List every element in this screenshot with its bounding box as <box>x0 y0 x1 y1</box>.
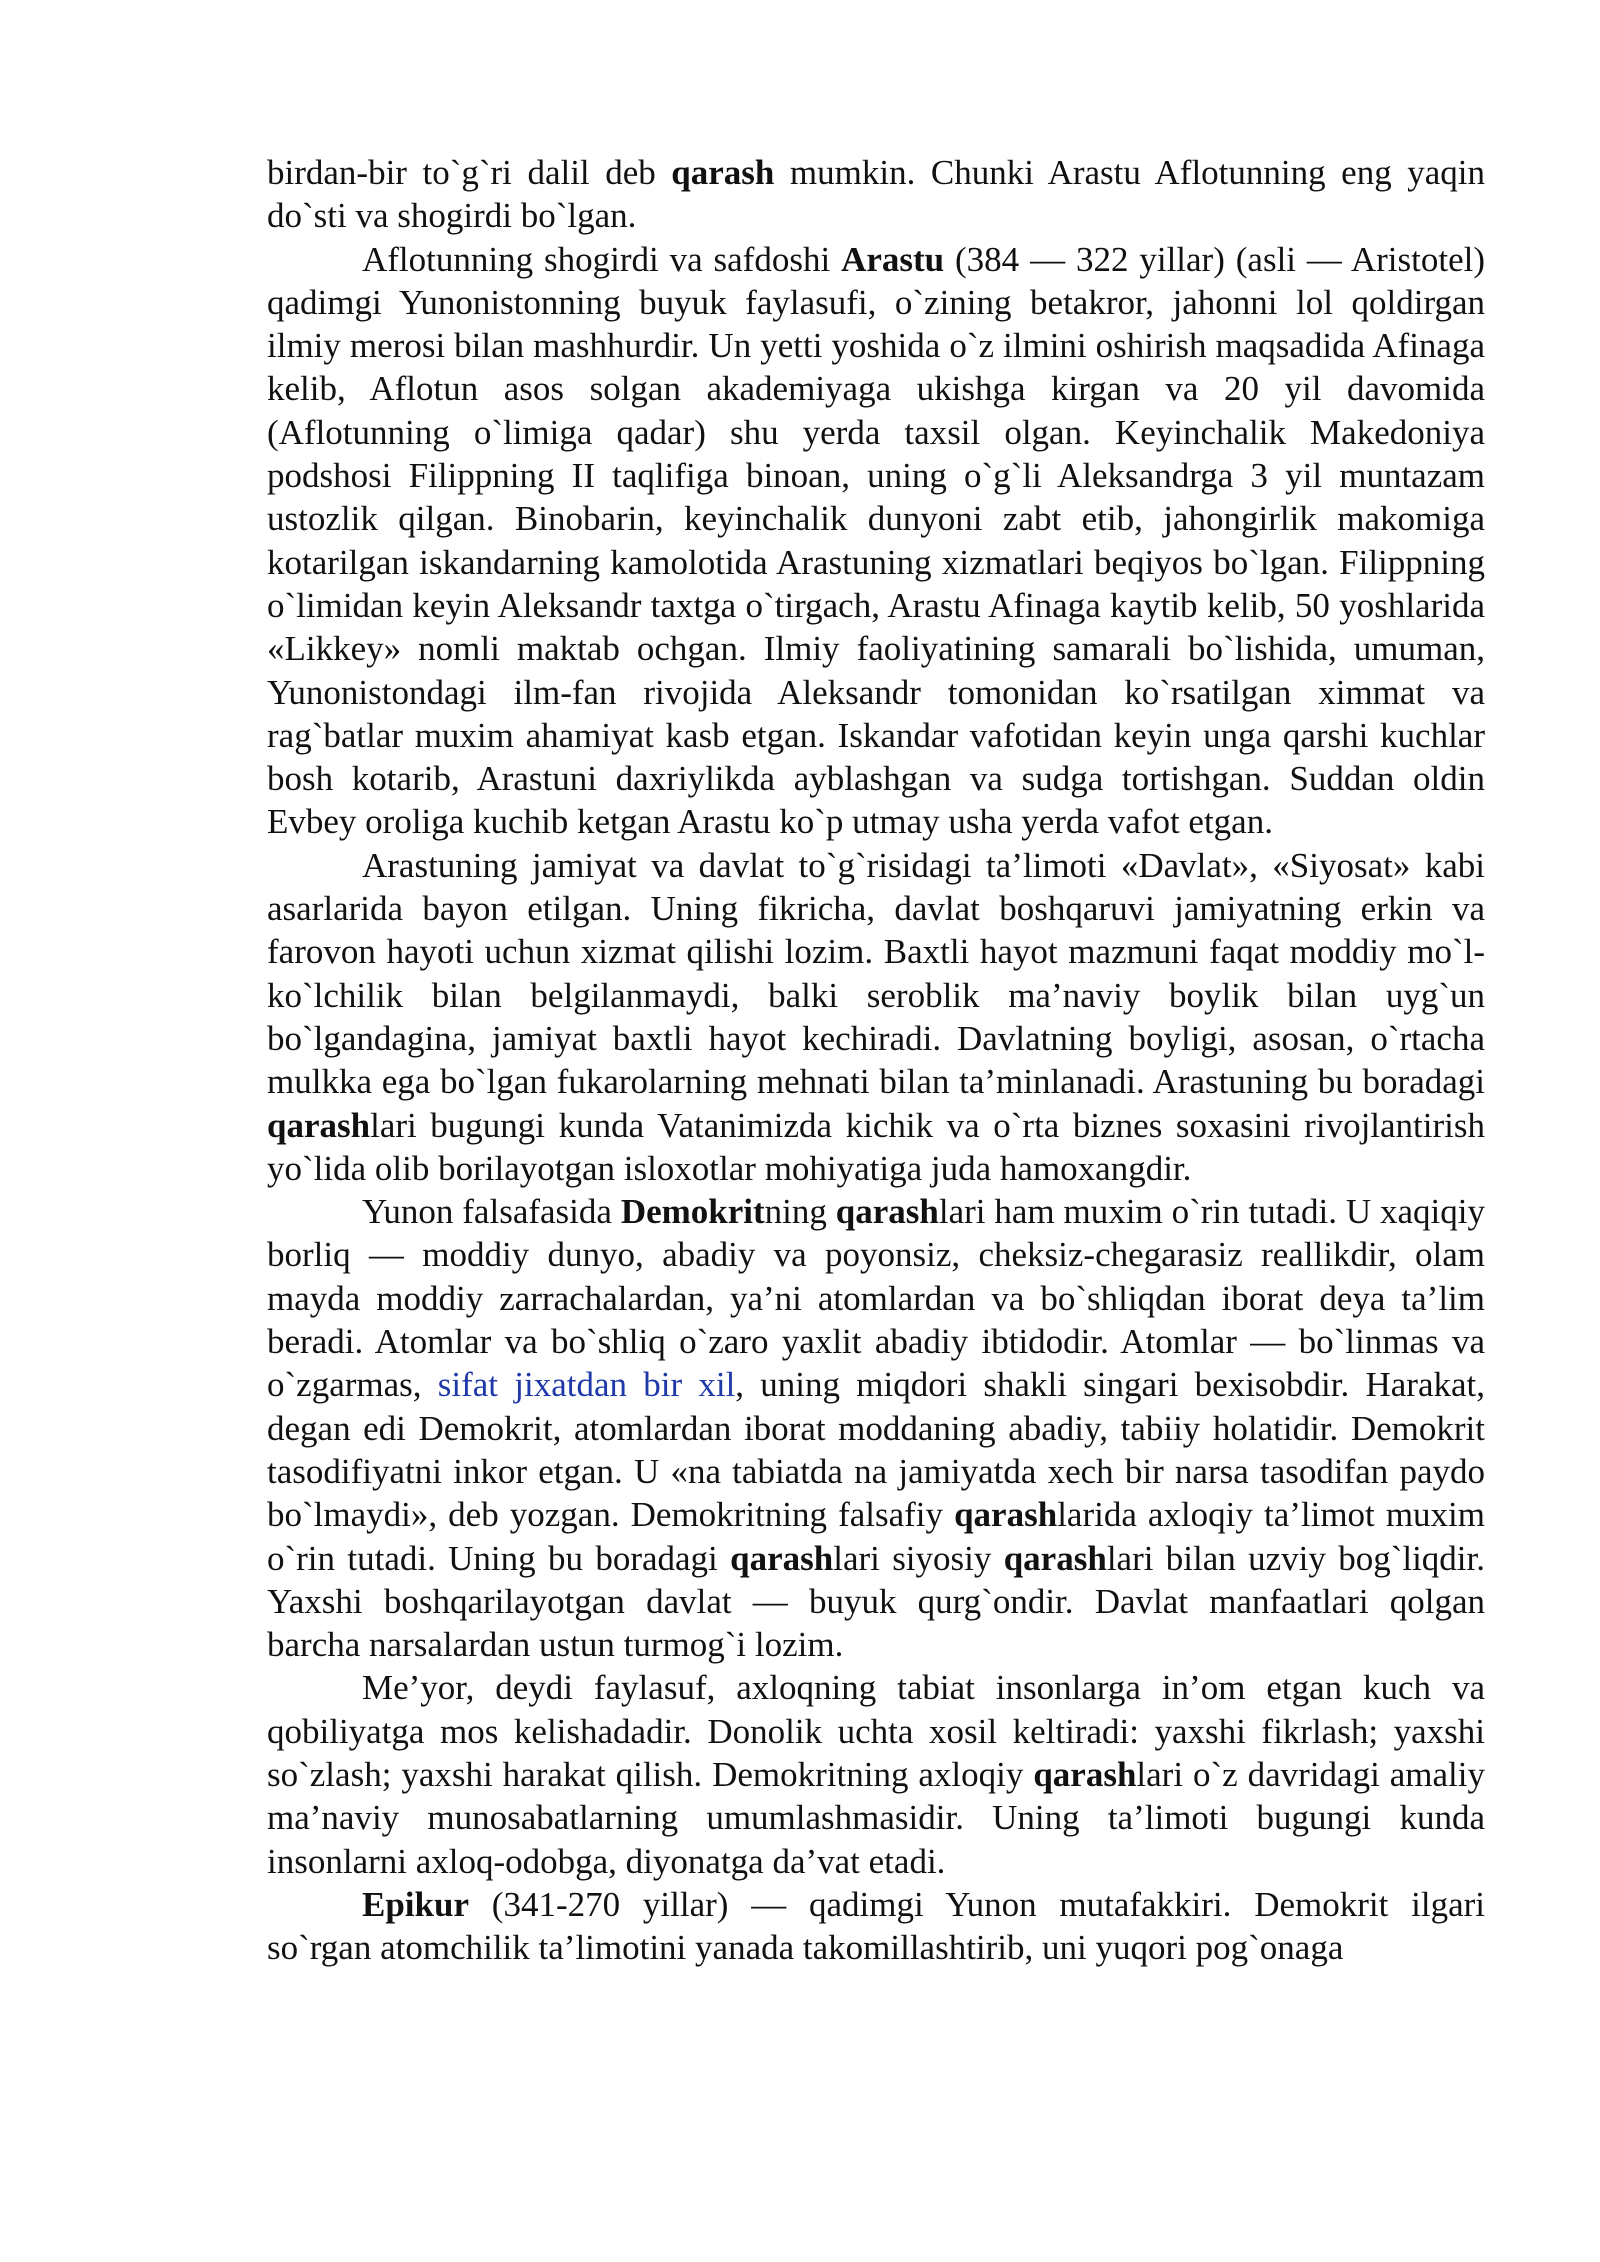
hyperlink-text[interactable]: sifat jixatdan bir xil <box>437 1365 736 1405</box>
paragraph <box>267 1883 1485 1970</box>
bold-term: qarash <box>1003 1538 1107 1578</box>
bold-term: qarash <box>267 1105 371 1145</box>
document-page <box>267 151 1485 1969</box>
text-run: lari o`z davridagi amaliy ma’naviy munosabatlarning umumlashmasidir. Uning ta’limoti bugungi kunda insonlarni axloq-odobga, diyonatga da’vat etadi. <box>267 1754 1485 1881</box>
text-run: , uning miqdori shakli singari bexisobdir. Harakat, degan edi Demokrit, atomlardan iborat moddaning abadiy, tabiiy holatidir. Demokrit tasodifiyatni inkor etgan. U «na tabiatda na jamiyatda xech bir narsa tasodifan paydo bo`lmaydi», deb yozgan. Demokritning falsafiy <box>267 1365 1485 1535</box>
bold-term: qarash <box>730 1538 834 1578</box>
text-run: Arastuning jamiyat va davlat to`g`risidagi ta’limoti «Davlat», «Siyosat» kabi asarlarida bayon etilgan. Uning fikricha, davlat boshqaruvi jamiyatning erkin va farovon hayoti uchun xizmat qilishi lozim. Baxtli hayot mazmuni faqat moddiy mo`l-ko`lchilik bilan belgilanmaydi, balki seroblik ma’naviy boylik bilan uyg`un bo`lgandagina, jamiyat baxtli hayot kechiradi. Davlatning boyligi, asosan, o`rtacha mulkka ega bo`lgan fukarolarning mehnati bilan ta’minlanadi. Arastuning bu boradagi <box>267 845 1485 1102</box>
text-run: lari bugungi kunda Vatanimizda kichik va o`rta biznes soxasini rivojlantirish yo`lida olib borilayotgan isloxotlar mohiyatiga juda hamoxangdir. <box>267 1105 1485 1188</box>
bold-term: Epikur <box>362 1884 469 1924</box>
text-run: birdan-bir to`g`ri dalil deb <box>267 153 672 192</box>
text-run: (384 — 322 yillar) (asli — Aristotel) qadimgi Yunonistonning buyuk faylasufi, o`zining betakror, jahonni lol qoldirgan ilmiy merosi bilan mashhurdir. Un yetti yoshida o`z ilmini oshirish maqsadida Afinaga kelib, Aflotun asos solgan akademiyaga ukishga kirgan va 20 yil davomida (Aflotunning o`limiga qadar) shu yerda taxsil olgan. Keyinchalik Makedoniya podshosi Filippning II taqlifiga binoan, uning o`g`li Aleksandrga 3 yil muntazam ustozlik qilgan. Binobarin, keyinchalik dunyoni zabt etib, jahongirlik makomiga kotarilgan iskandarning kamolotida Arastuning xizmatlari beqiyos bo`lgan. Filippning o`limidan keyin Aleksandr taxtga o`tirgach, Arastu Afinaga kaytib kelib, 50 yoshlarida «Likkey» nomli maktab ochgan. Ilmiy faoliyatining samarali bo`lishida, umuman, Yunonistondagi ilm-fan rivojida Aleksandr tomonidan ko`rsatilgan ximmat va rag`batlar muxim ahamiyat kasb etgan. Iskandar vafotidan keyin unga qarshi kuchlar bosh kotarib, Arastuni daxriylikda ayblashgan va sudga tortishgan. Suddan oldin Evbey oroliga kuchib ketgan Arastu ko`p utmay usha yerda vafot etgan. <box>267 239 1485 842</box>
text-run: larida axloqiy ta’limot muxim o`rin tutadi. Uning bu boradagi <box>267 1495 1486 1578</box>
paragraph <box>267 238 1485 844</box>
text-run: lari siyosiy <box>833 1538 1004 1578</box>
text-run: Me’yor, deydi faylasuf, axloqning tabiat insonlarga in’om etgan kuch va qobiliyatga mos kelishadadir. Donolik uchta xosil keltiradi: yaxshi fikrlash; yaxshi so`zlash; yaxshi harakat qilish. Demokritning axloqiy <box>267 1668 1485 1794</box>
bold-term: qarash <box>1033 1754 1137 1794</box>
paragraph <box>267 844 1485 1190</box>
text-run: Yunon falsafasida <box>362 1192 621 1232</box>
text-run: mumkin. Chunki Arastu Aflotunning eng yaqin do`sti va shogirdi bo`lgan. <box>267 153 1485 236</box>
text-run: lari ham muxim o`rin tutadi. U xaqiqiy borliq — moddiy dunyo, abadiy va poyonsiz, cheksiz-chegarasiz reallikdir, olam mayda moddiy zarrachalardan, ya’ni atomlardan va bo`shliqdan iborat deya ta’lim beradi. Atomlar va bo`shliq o`zaro yaxlit abadiy ibtidodir. Atomlar — bo`linmas va o`zgarmas, <box>267 1192 1485 1405</box>
bold-term: Arastu <box>841 239 945 279</box>
paragraph <box>267 1666 1485 1882</box>
paragraph <box>267 151 1485 238</box>
bold-term: qarash <box>671 153 775 192</box>
text-run: (341-270 yillar) — qadimgi Yunon mutafakkiri. Demokrit ilgari so`rgan atomchilik ta’limotini yanada takomillashtirib, uni yuqori pog`onaga <box>267 1884 1485 1968</box>
paragraph <box>267 1190 1485 1666</box>
text-run: ning <box>764 1192 836 1232</box>
bold-term: qarash <box>835 1192 939 1232</box>
bold-term: qarash <box>954 1495 1058 1535</box>
text-run: Aflotunning shogirdi va safdoshi <box>362 239 842 279</box>
bold-term: Demokrit <box>620 1192 765 1232</box>
text-run: lari bilan uzviy bog`liqdir. Yaxshi boshqarilayotgan davlat — buyuk qurg`ondir. Davlat manfaatlari qolgan barcha narsalardan ustun turmog`i lozim. <box>267 1538 1485 1665</box>
